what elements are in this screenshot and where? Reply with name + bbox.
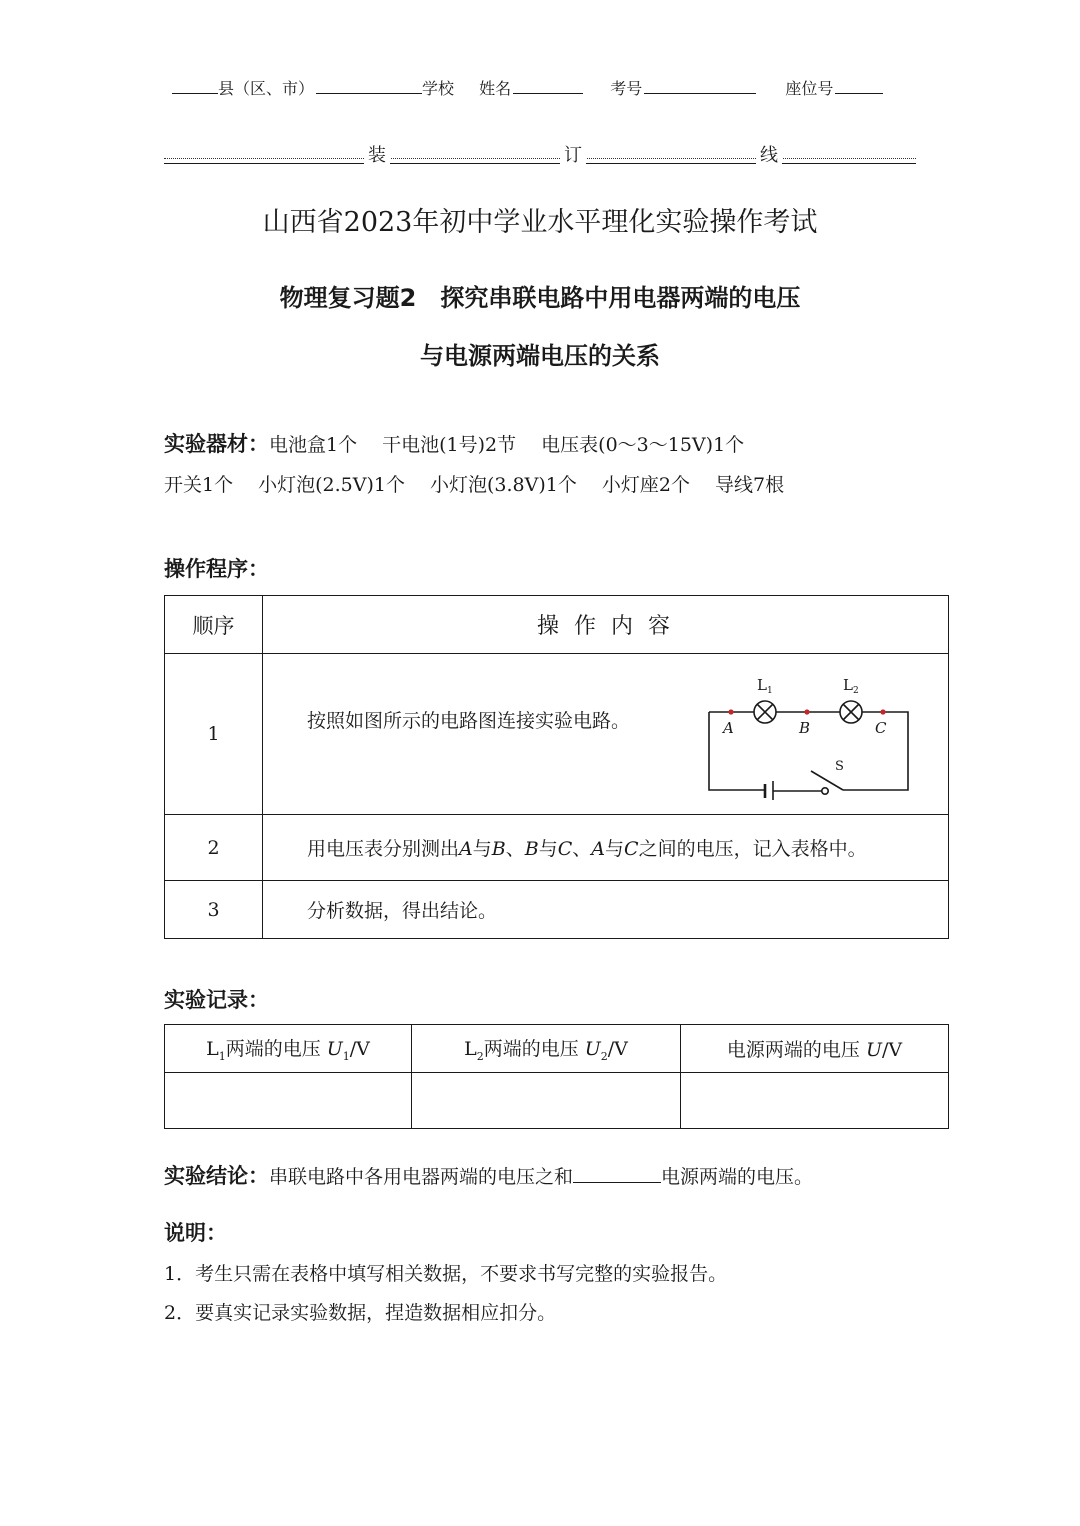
county-label: 县（区、市） [218,79,315,98]
header-prefix-sub: 1 [218,1049,226,1063]
l2-voltage-cell[interactable] [412,1073,681,1129]
point-symbol: C [557,838,573,860]
exam-no-blank[interactable] [644,77,756,94]
step-2-text: 、 [572,838,592,860]
order-cell: 1 [165,654,263,815]
table-row [165,654,949,815]
source-voltage-header [681,1025,949,1073]
point-b-dot [804,709,809,714]
header-text: 电源两端的电压 [726,1039,860,1061]
header-unit: /V [881,1039,903,1061]
point-c-label: C [875,719,887,737]
solid-line [164,163,916,164]
table-row [165,1073,949,1129]
order-cell: 3 [165,881,263,939]
header-symbol-sub: 1 [342,1049,350,1063]
lamp-1-sub: 1 [766,686,773,696]
seat-blank[interactable] [835,77,883,94]
header-unit: /V [607,1038,628,1061]
l2-voltage-header [412,1025,681,1073]
svg-text:L1 [757,676,773,696]
name-label: 姓名 [479,79,512,98]
header-symbol: U [584,1038,601,1061]
equipment-line-2: 开关1个 小灯泡(2.5V)1个 小灯泡(3.8V)1个 小灯座2个 导线7根 [164,474,785,496]
header-text: 两端的电压 [225,1038,321,1061]
header-prefix: L [464,1038,477,1061]
lamp-2-cross [843,704,859,720]
header-prefix-sub: 2 [476,1049,484,1063]
dotted-line [164,158,916,159]
point-b-label: B [799,719,811,737]
switch-label: S [835,759,844,774]
step-2-text: 用电压表分别测出 [307,838,460,860]
subtitle-line-1: 物理复习题2 探究串联电路中用电器两端的电压 [279,284,801,312]
point-a-dot [728,709,733,714]
record-label: 实验记录： [164,988,269,1012]
note-item-2: 2．要真实记录实验数据，捏造数据相应扣分。 [164,1302,557,1324]
header-symbol: U [865,1039,882,1061]
county-blank[interactable] [172,77,218,94]
name-blank[interactable] [513,77,583,94]
conclusion-text-before: 串联电路中各用电器两端的电压之和 [269,1166,574,1188]
table-header-row [165,596,949,654]
wire-left [709,712,765,790]
conclusion-label: 实验结论： [164,1164,269,1188]
series-circuit-diagram [699,670,919,800]
order-cell: 2 [165,815,263,881]
header-prefix: L [206,1038,219,1061]
conclusion-text-after: 电源两端的电压。 [661,1166,814,1188]
binding-line [164,141,916,166]
header-symbol-sub: 2 [600,1049,608,1063]
point-symbol: B [524,838,539,860]
conclusion [164,1160,813,1190]
binding-char-1: 装 [364,141,390,167]
header-text: 两端的电压 [483,1038,579,1061]
step-2-text: 之间的电压，记入表格中。 [638,838,867,860]
svg-text:L2 [843,676,859,696]
exam-no-label: 考号 [610,79,643,98]
exam-header [172,76,883,99]
school-blank[interactable] [316,77,422,94]
step-2-text: 与 [605,838,625,860]
notes-label: 说明： [164,1221,227,1245]
step-2-text: 与 [472,838,492,860]
content-cell [263,654,949,815]
step-2-text: 、 [505,838,525,860]
header-unit: /V [349,1038,370,1061]
content-cell: 分析数据，得出结论。 [263,881,949,939]
content-header: 操 作 内 容 [263,596,949,654]
lamp-1-label: L [757,676,767,694]
conclusion-blank[interactable] [573,1166,661,1183]
binding-char-2: 订 [560,141,586,167]
header-symbol: U [326,1038,343,1061]
source-voltage-cell[interactable] [681,1073,949,1129]
lamp-2-label: L [843,676,853,694]
record-table [164,1024,949,1129]
equipment-line-1 [164,428,744,458]
lamp-2-sub: 2 [852,686,859,696]
equipment-label: 实验器材： [164,432,269,456]
switch-pivot [822,788,828,794]
note-item-1: 1．考生只需在表格中填写相关数据，不要求书写完整的实验报告。 [164,1263,728,1285]
point-symbol: B [491,838,506,860]
table-header-row [165,1025,949,1073]
procedure-label: 操作程序： [164,557,269,581]
seat-label: 座位号 [785,79,834,98]
point-symbol: A [591,838,606,860]
content-cell [263,815,949,881]
point-c-dot [880,709,885,714]
lamp-1-cross [757,704,773,720]
l1-voltage-cell[interactable] [165,1073,412,1129]
point-symbol: C [624,838,639,860]
l1-voltage-header [165,1025,412,1073]
order-header: 顺序 [165,596,263,654]
equipment-text-1: 电池盒1个 干电池(1号)2节 电压表(0～3～15V)1个 [269,434,745,456]
step-1-text: 按照如图所示的电路图连接实验电路。 [307,710,631,732]
table-row [165,881,949,939]
table-row [165,815,949,881]
binding-char-3: 线 [756,141,782,167]
step-2-text: 与 [538,838,558,860]
procedure-table [164,595,949,939]
school-label: 学校 [422,79,455,98]
page-title: 山西省2023年初中学业水平理化实验操作考试 [262,207,818,238]
point-symbol: A [459,838,473,860]
subtitle-line-2: 与电源两端电压的关系 [420,342,660,370]
point-a-label: A [723,719,734,737]
